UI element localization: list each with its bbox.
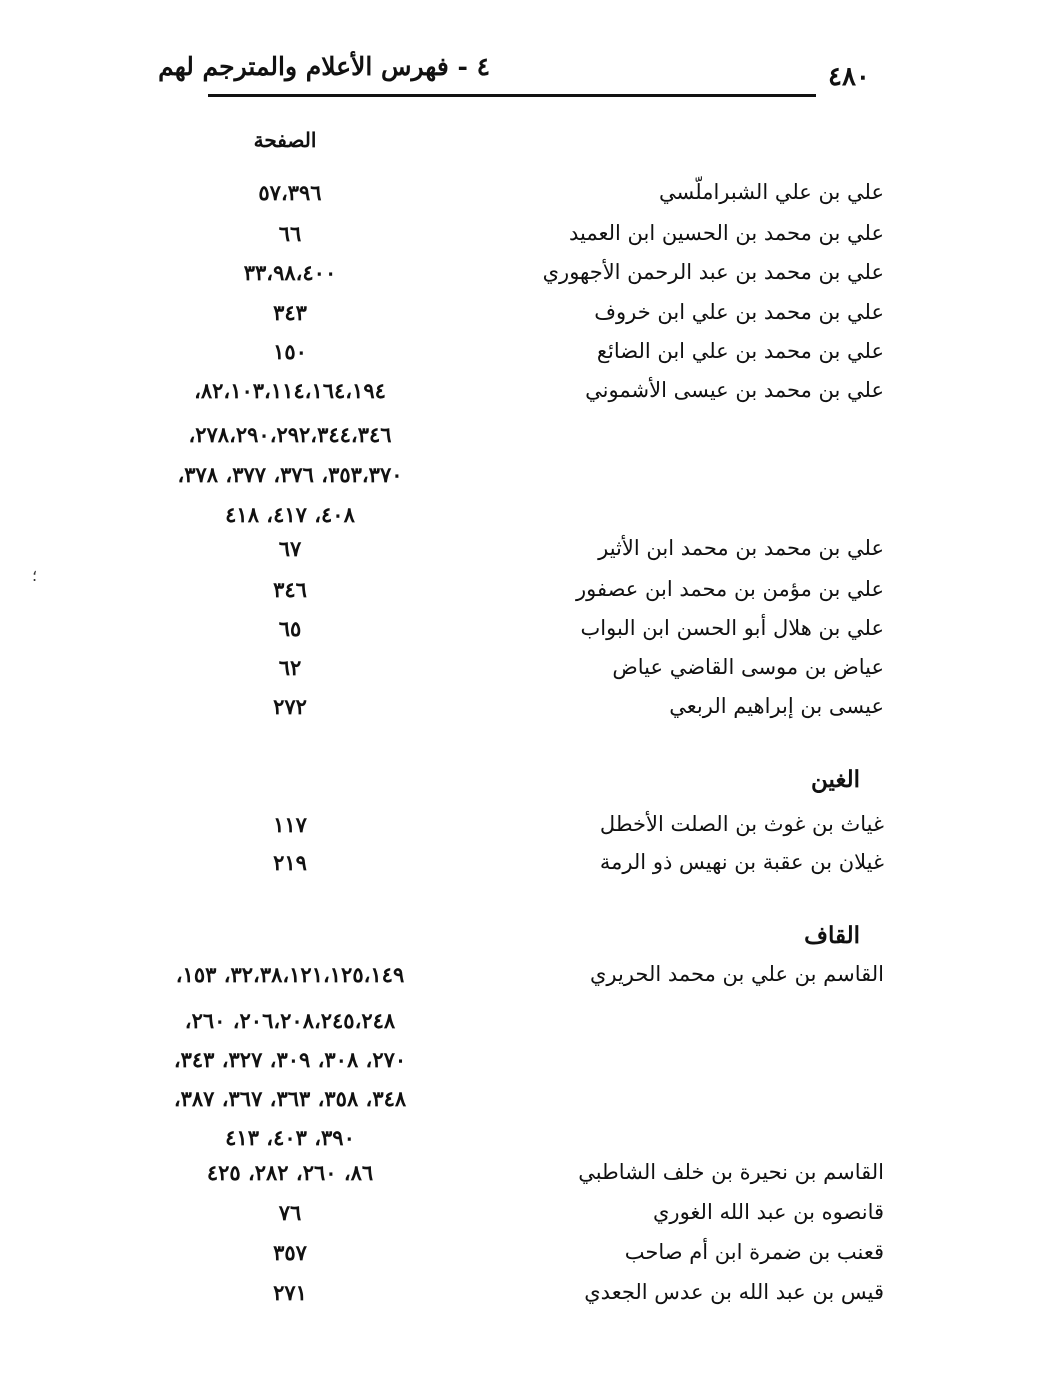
running-header-title: ٤ - فهرس الأعلام والمترجم لهم <box>158 52 490 81</box>
entry-pages: ٦٧ <box>278 536 302 561</box>
entry-name: علي بن محمد بن علي ابن خروف <box>594 300 884 324</box>
entry-pages: ٢٧١ <box>273 1280 307 1305</box>
index-entry <box>0 694 1038 728</box>
entry-pages: ١٥٠ <box>273 339 307 364</box>
entry-name: علي بن محمد بن عبد الرحمن الأجهوري <box>542 260 884 284</box>
entry-name: علي بن علي الشبراملّسي <box>659 180 884 204</box>
entry-pages: ٦٥ <box>278 616 302 641</box>
index-entry <box>0 962 1038 996</box>
entry-name: قيس بن عبد الله بن عدس الجعدي <box>584 1280 884 1304</box>
index-entry-continuation <box>0 1008 1038 1042</box>
entry-pages: ٣٢،٣٨،١٢١،١٢٥،١٤٩، ١٥٣، <box>175 962 405 987</box>
pages-column-heading: الصفحة <box>253 128 317 152</box>
index-entry <box>0 577 1038 611</box>
index-entry-continuation <box>0 1125 1038 1159</box>
index-entry <box>0 221 1038 255</box>
section-heading-ghain: الغين <box>811 766 860 793</box>
entry-pages: ٥٧،٣٩٦ <box>258 180 322 205</box>
page-number: ٤٨٠ <box>828 62 870 92</box>
entry-pages: ٢١٩ <box>273 850 307 875</box>
entry-pages: ٣٤٨، ٣٥٨، ٣٦٣، ٣٦٧، ٣٨٧، <box>173 1086 407 1111</box>
index-entry <box>0 1160 1038 1194</box>
entry-name: قعنب بن ضمرة ابن أم صاحب <box>624 1240 884 1264</box>
index-entry-continuation <box>0 422 1038 456</box>
index-entry <box>0 300 1038 334</box>
entry-name: علي بن مؤمن بن محمد ابن عصفور <box>575 577 884 601</box>
entry-pages: ٢٧٨،٢٩٠،٢٩٢،٣٤٤،٣٤٦، <box>188 422 392 447</box>
index-entry <box>0 850 1038 884</box>
entry-name: قانصوه بن عبد الله الغوري <box>653 1200 884 1224</box>
index-entry <box>0 1280 1038 1314</box>
entry-name: علي بن هلال أبو الحسن ابن البواب <box>580 616 884 640</box>
entry-pages: ٦٢ <box>278 655 302 680</box>
entry-name: القاسم بن نحيرة بن خلف الشاطبي <box>578 1160 884 1184</box>
entry-name: غيلان بن عقبة بن نهيس ذو الرمة <box>599 850 884 874</box>
entry-name: القاسم بن علي بن محمد الحريري <box>589 962 884 986</box>
index-entry <box>0 260 1038 294</box>
index-entry <box>0 1200 1038 1234</box>
index-entry <box>0 378 1038 412</box>
entry-pages: ٣٤٦ <box>273 577 307 602</box>
entry-pages: ١١٧ <box>273 812 307 837</box>
entry-pages: ٣٩٠، ٤٠٣، ٤١٣ <box>225 1125 355 1150</box>
entry-pages: ٣٥٧ <box>273 1240 307 1265</box>
entry-name: علي بن محمد بن محمد ابن الأثير <box>598 536 884 560</box>
entry-pages: ٤٠٨، ٤١٧، ٤١٨ <box>225 502 355 527</box>
entry-name: علي بن محمد بن عيسى الأشموني <box>585 378 884 402</box>
index-entry <box>0 616 1038 650</box>
entry-pages: ٢٧٢ <box>273 694 307 719</box>
header-rule <box>208 94 816 97</box>
entry-name: غياث بن غوث بن الصلت الأخطل <box>599 812 884 836</box>
index-entry <box>0 536 1038 570</box>
margin-mark: ؛ <box>32 566 38 585</box>
entry-name: علي بن محمد بن الحسين ابن العميد <box>568 221 884 245</box>
entry-pages: ٧٦ <box>278 1200 302 1225</box>
entry-pages: ٣٤٣ <box>273 300 307 325</box>
section-heading-qaf: القاف <box>804 922 860 949</box>
index-entry <box>0 655 1038 689</box>
index-entry <box>0 180 1038 214</box>
entry-name: عياض بن موسى القاضي عياض <box>612 655 884 679</box>
index-entry <box>0 339 1038 373</box>
entry-name: علي بن محمد بن علي ابن الضائع <box>596 339 884 363</box>
entry-pages: ٢٠٦،٢٠٨،٢٤٥،٢٤٨، ٢٦٠، <box>184 1008 396 1033</box>
index-entry-continuation <box>0 502 1038 536</box>
entry-pages: ٢٧٠، ٣٠٨، ٣٠٩، ٣٢٧، ٣٤٣، <box>173 1047 407 1072</box>
entry-pages: ٣٥٣،٣٧٠، ٣٧٦، ٣٧٧، ٣٧٨، <box>177 462 403 487</box>
index-entry-continuation <box>0 1047 1038 1081</box>
entry-pages: ٨٦، ٢٦٠، ٢٨٢، ٤٢٥ <box>206 1160 374 1185</box>
entry-name: عيسى بن إبراهيم الربعي <box>669 694 884 718</box>
entry-pages: ٣٣،٩٨،٤٠٠ <box>243 260 337 285</box>
index-entry <box>0 812 1038 846</box>
index-entry-continuation <box>0 1086 1038 1120</box>
index-entry <box>0 1240 1038 1274</box>
entry-pages: ٨٢،١٠٣،١١٤،١٦٤،١٩٤، <box>194 378 386 403</box>
entry-pages: ٦٦ <box>278 221 302 246</box>
index-entry-continuation <box>0 462 1038 496</box>
